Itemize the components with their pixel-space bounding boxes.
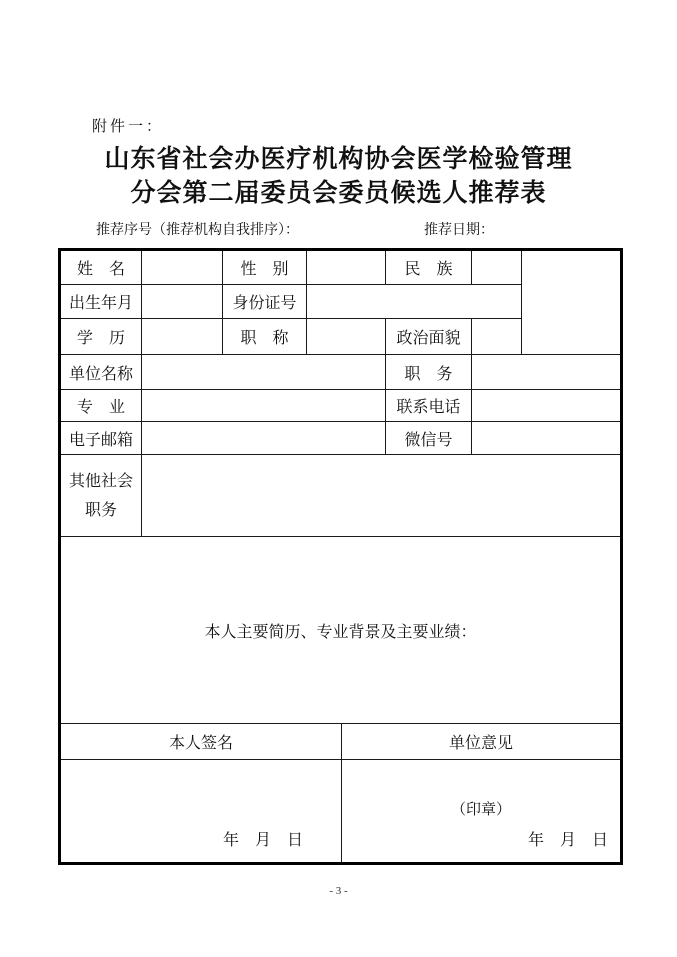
other-social-duties-label-line2: 职务 (84, 501, 117, 519)
unit-name-value-cell[interactable] (142, 355, 386, 390)
birth-date-label: 出生年月 (60, 285, 142, 319)
position-label: 职 务 (386, 355, 472, 390)
ethnicity-value-cell[interactable] (472, 250, 522, 285)
other-social-duties-label-line1: 其他社会 (68, 472, 133, 490)
row-sign-headers (60, 724, 622, 760)
row-sign-areas (60, 760, 622, 864)
row-resume (60, 537, 622, 724)
signature-date-line: 年 月 日 (222, 832, 303, 849)
education-value-cell[interactable] (142, 319, 223, 355)
title-line-2: 分会第二届委员会委员候选人推荐表 (130, 180, 547, 207)
professional-title-value-cell[interactable] (307, 319, 386, 355)
row-email (60, 422, 622, 455)
gender-label: 性 别 (223, 250, 307, 285)
wechat-value-cell[interactable] (472, 422, 622, 455)
education-label: 学 历 (60, 319, 142, 355)
row-name (60, 250, 622, 285)
signature-header-cell: 本人签名 (60, 724, 342, 760)
signature-area-cell[interactable] (60, 760, 342, 864)
position-value-cell[interactable] (472, 355, 622, 390)
resume-label: 本人主要简历、专业背景及主要业绩： (204, 623, 477, 641)
serial-number-label: 推荐序号（推荐机构自我排序）： (96, 223, 299, 238)
photo-cell[interactable] (522, 250, 622, 355)
political-status-value-cell[interactable] (472, 319, 522, 355)
row-unit (60, 355, 622, 390)
name-label: 姓 名 (60, 250, 142, 285)
resume-section-cell[interactable] (60, 537, 622, 724)
page-number: - 3 - (329, 885, 348, 897)
recommendation-form-table (58, 248, 623, 865)
other-social-duties-label (60, 455, 142, 537)
major-label: 专 业 (60, 390, 142, 422)
other-social-duties-value-cell[interactable] (142, 455, 622, 537)
row-major (60, 390, 622, 422)
id-number-label: 身份证号 (223, 285, 307, 319)
row-other-social (60, 455, 622, 537)
seal-label: （印章） (450, 802, 511, 818)
wechat-label: 微信号 (386, 422, 472, 455)
professional-title-label: 职 称 (223, 319, 307, 355)
ethnicity-label: 民 族 (386, 250, 472, 285)
birth-date-value-cell[interactable] (142, 285, 223, 319)
unit-opinion-date-line: 年 月 日 (527, 832, 608, 849)
gender-value-cell[interactable] (307, 250, 386, 285)
major-value-cell[interactable] (142, 390, 386, 422)
unit-opinion-header-cell: 单位意见 (342, 724, 622, 760)
phone-value-cell[interactable] (472, 390, 622, 422)
attachment-label: 附件一： (92, 119, 165, 135)
phone-label: 联系电话 (386, 390, 472, 422)
recommend-date-label: 推荐日期： (424, 223, 494, 238)
title-line-1: 山东省社会办医疗机构协会医学检验管理 (104, 146, 573, 173)
unit-name-label: 单位名称 (60, 355, 142, 390)
email-label: 电子邮箱 (60, 422, 142, 455)
email-value-cell[interactable] (142, 422, 386, 455)
document-title (0, 143, 677, 211)
id-number-value-cell[interactable] (307, 285, 522, 319)
political-status-label: 政治面貌 (386, 319, 472, 355)
unit-opinion-area-cell[interactable] (342, 760, 622, 864)
name-value-cell[interactable] (142, 250, 223, 285)
